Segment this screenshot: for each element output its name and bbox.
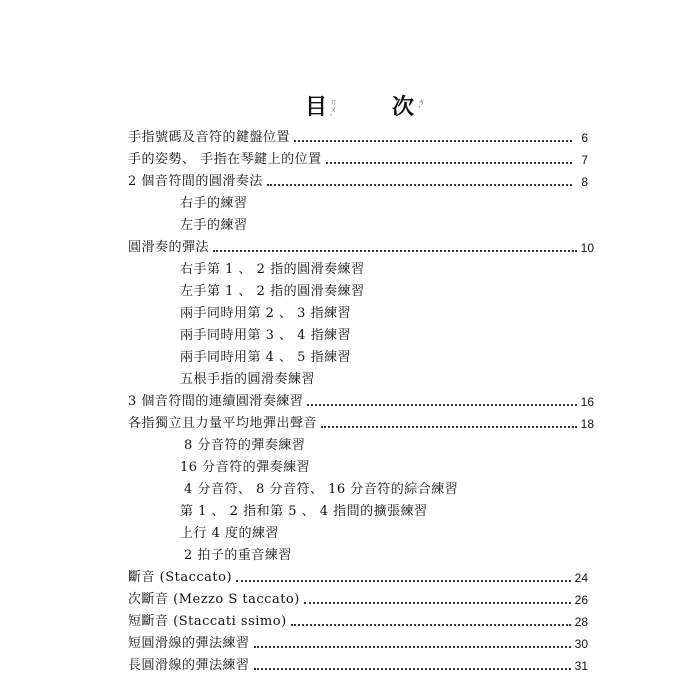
toc-entry-label: 兩手同時用第 3 、 4 指練習 [180, 328, 352, 343]
toc-entry-label: 3 個音符間的連續圓滑奏練習 [128, 394, 304, 409]
toc-entry-label: 各指獨立且力量平均地彈出聲音 [128, 416, 318, 431]
toc-entry-label: 兩手同時用第 2 、 3 指練習 [180, 306, 352, 321]
toc-entry-page: 24 [574, 571, 588, 585]
toc-subentry[interactable] [184, 480, 458, 500]
toc-subentry[interactable] [180, 458, 310, 478]
toc-entry-page: 16 [580, 395, 594, 409]
toc-entry-label: 斷音 (Staccato) [128, 570, 233, 585]
toc-subentry[interactable] [180, 282, 365, 302]
dot-leader [267, 184, 572, 186]
toc-entry-label: 左手第 1 、 2 指的圓滑奏練習 [180, 284, 365, 299]
dot-leader [213, 250, 577, 252]
toc-entry-page: 10 [580, 241, 594, 255]
toc-entry-label: 手指號碼及音符的鍵盤位置 [128, 130, 291, 145]
toc-entry[interactable] [128, 128, 588, 148]
toc-entry-page: 7 [581, 153, 588, 167]
toc-entry-label: 兩手同時用第 4 、 5 指練習 [180, 350, 352, 365]
toc-entry-label: 2 拍子的重音練習 [184, 548, 292, 563]
dot-leader [254, 668, 571, 670]
toc-entry[interactable] [128, 590, 588, 610]
toc-entry-page: 30 [574, 637, 588, 651]
toc-entry[interactable] [128, 150, 588, 170]
toc-entry-label: 8 分音符的彈奏練習 [184, 438, 306, 453]
toc-subentry[interactable] [180, 502, 428, 522]
dot-leader [254, 646, 571, 648]
toc-entry-label: 五根手指的圓滑奏練習 [180, 372, 316, 387]
toc-entry[interactable] [128, 172, 588, 192]
toc-entry-label: 第 1 、 2 指和第 5 、 4 指間的擴張練習 [180, 504, 428, 519]
toc-entry-page: 18 [580, 417, 594, 431]
toc-subentry[interactable] [180, 370, 315, 390]
toc-subentry[interactable] [180, 194, 248, 214]
dot-leader [326, 162, 572, 164]
dot-leader [291, 624, 571, 626]
toc-subentry[interactable] [180, 348, 351, 368]
toc-subentry[interactable] [180, 260, 365, 280]
toc-entry-page: 26 [574, 593, 588, 607]
title-ruby-mu: ㄇㄨˋ [330, 98, 337, 122]
toc-entry[interactable] [128, 392, 594, 412]
title-char-ci: 次 [392, 94, 415, 120]
title-ruby-ci: ㄘˋ [418, 98, 425, 114]
toc-entry[interactable] [128, 656, 588, 676]
toc-entry-label: 長圓滑線的彈法練習 [128, 658, 250, 673]
toc-entry-label: 左手的練習 [180, 218, 248, 233]
toc-entry[interactable] [128, 634, 588, 654]
toc-entry-page: 8 [581, 175, 588, 189]
toc-subentry[interactable] [184, 436, 305, 456]
toc-entry-label: 右手第 1 、 2 指的圓滑奏練習 [180, 262, 365, 277]
toc-entry-label: 次斷音 (Mezzo S taccato) [128, 592, 300, 607]
title-char-mu: 目 [305, 94, 328, 120]
toc-entry-label: 右手的練習 [180, 196, 248, 211]
toc-subentry[interactable] [184, 546, 292, 566]
dot-leader [321, 426, 577, 428]
dot-leader [304, 602, 571, 604]
toc-entry-label: 16 分音符的彈奏練習 [180, 460, 311, 475]
toc-entry[interactable] [128, 568, 588, 588]
toc-entry-label: 4 分音符、 8 分音符、 16 分音符的綜合練習 [184, 482, 459, 497]
toc-subentry[interactable] [180, 326, 351, 346]
dot-leader [307, 404, 576, 406]
toc-subentry[interactable] [180, 216, 248, 236]
toc-entry-page: 6 [581, 131, 588, 145]
dot-leader [236, 580, 571, 582]
toc-entry[interactable] [128, 414, 594, 434]
toc-entry[interactable] [128, 238, 594, 258]
toc-subentry[interactable] [180, 304, 351, 324]
toc-entry-label: 上行 4 度的練習 [180, 526, 280, 541]
toc-entry[interactable] [128, 612, 588, 632]
toc-entry-label: 2 個音符間的圓滑奏法 [128, 174, 263, 189]
toc-entry-label: 圓滑奏的彈法 [128, 240, 210, 255]
toc-entry-page: 28 [574, 615, 588, 629]
toc-entry-label: 手的姿勢、 手指在琴鍵上的位置 [128, 152, 322, 167]
toc-entry-page: 31 [574, 659, 588, 673]
toc-entry-label: 短斷音 (Staccati ssimo) [128, 614, 287, 629]
toc-entry-label: 短圓滑線的彈法練習 [128, 636, 250, 651]
dot-leader [294, 140, 572, 142]
toc-subentry[interactable] [180, 524, 279, 544]
